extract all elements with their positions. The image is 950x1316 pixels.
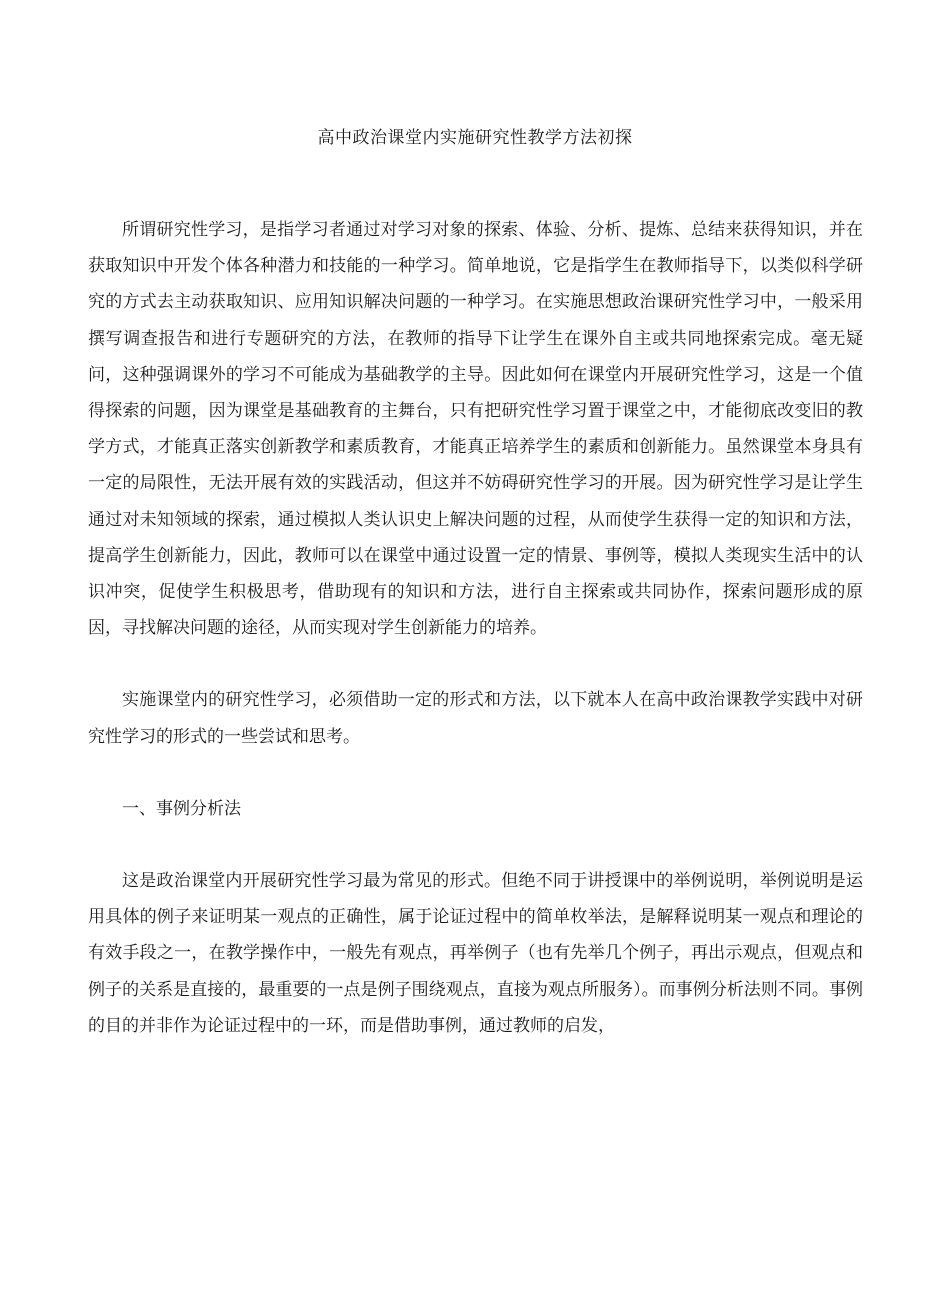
section-heading: 一、事例分析法 xyxy=(122,798,241,819)
document-body xyxy=(88,212,863,1044)
paragraph-overview: 实施课堂内的研究性学习，必须借助一定的形式和方法，以下就本人在高中政治课教学实践中对研究性学习的形式的一些尝试和思考。 xyxy=(88,690,863,747)
document-title: 高中政治课堂内实施研究性教学方法初探 xyxy=(317,128,633,148)
paragraph-case-analysis: 这是政治课堂内开展研究性学习最为常见的形式。但绝不同于讲授课中的举例说明，举例说明是运用具体的例子来证明某一观点的正确性，属于论证过程中的简单枚举法，是解释说明某一观点和理论的有效手段之一，在教学操作中，一般先有观点，再举例子（也有先举几个例子，再出示观点，但观点和例子的关系是直接的，最重要的一点是例子围绕观点，直接为观点所服务）。而事例分析法则不同。事例的目的并非作为论证过程中的一环，而是借助事例，通过教师的启发， xyxy=(88,871,863,1036)
paragraph-intro: 所谓研究性学习，是指学习者通过对学习对象的探索、体验、分析、提炼、总结来获得知识，并在获取知识中开发个体各种潜力和技能的一种学习。简单地说，它是指学生在教师指导下，以类似科学研究的方式去主动获取知识、应用知识解决问题的一种学习。在实施思想政治课研究性学习中，一般采用撰写调查报告和进行专题研究的方法，在教师的指导下让学生在课外自主或共同地探索完成。毫无疑问，这种强调课外的学习不可能成为基础教学的主导。因此如何在课堂内开展研究性学习，这是一个值得探索的问题，因为课堂是基础教育的主舞台，只有把研究性学习置于课堂之中，才能彻底改变旧的教学方式，才能真正落实创新教学和素质教育，才能真正培养学生的素质和创新能力。虽然课堂本身具有一定的局限性，无法开展有效的实践活动，但这并不妨碍研究性学习的开展。因为研究性学习是让学生通过对未知领域的探索，通过模拟人类认识史上解决问题的过程，从而使学生获得一定的知识和方法，提高学生创新能力，因此，教师可以在课堂中通过设置一定的情景、事例等，模拟人类现实生活中的认识冲突，促使学生积极思考，借助现有的知识和方法，进行自主探索或共同协作，探索问题形成的原因，寻找解决问题的途径，从而实现对学生创新能力的培养。 xyxy=(88,220,863,639)
